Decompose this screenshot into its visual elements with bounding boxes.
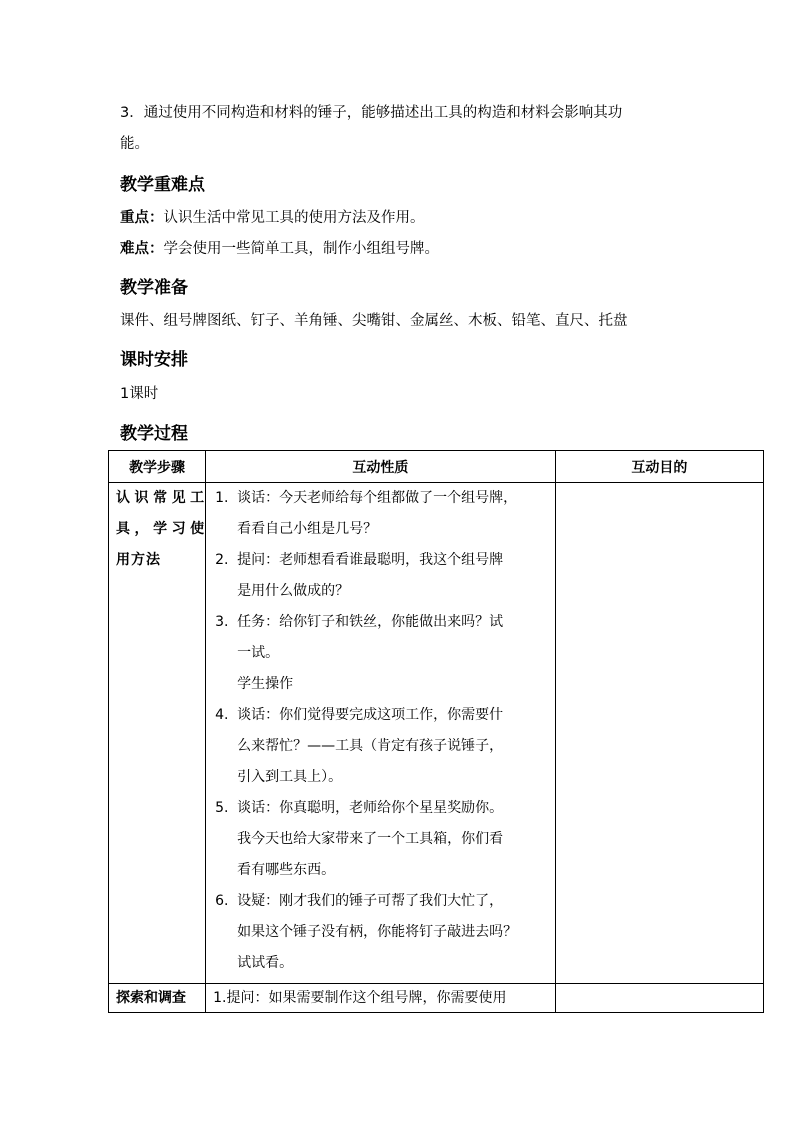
list-item: 4. 谈话：你们觉得要完成这项工作，你需要什 么来帮忙？——工具（肯定有孩子说锤子， 引入到工具上）。 — [215, 707, 504, 785]
interaction-list-continued — [206, 700, 555, 979]
purpose-cell — [555, 984, 763, 1013]
schedule-heading: 课时安排 — [120, 350, 188, 370]
interaction-text: 1.提问：如果需要制作这个组号牌，你需要使用 — [213, 990, 507, 1006]
difficulty-text: 学会使用一些简单工具，制作小组组号牌。 — [163, 241, 439, 257]
list-item: 2. 提问：老师想看看谁最聪明，我这个组号牌 是用什么做成的？ — [215, 552, 504, 599]
schedule-text: 1课时 — [120, 386, 159, 402]
table-row — [109, 984, 764, 1013]
header-purpose: 互动目的 — [555, 451, 763, 483]
header-interaction: 互动性质 — [206, 451, 556, 483]
difficulty-label: 难点： — [120, 241, 164, 257]
preparation-heading: 教学准备 — [120, 278, 188, 298]
purpose-cell — [555, 483, 763, 984]
objective-3-line-2: 能。 — [120, 136, 149, 152]
step-cell — [109, 984, 206, 1013]
preparation-text: 课件、组号牌图纸、钉子、羊角锤、尖嘴钳、金属丝、木板、铅笔、直尺、托盘 — [120, 313, 628, 329]
student-operation: 学生操作 — [237, 676, 294, 692]
focus-point — [120, 206, 425, 227]
process-heading: 教学过程 — [120, 424, 188, 444]
interaction-list — [206, 483, 555, 669]
list-item: 5. 谈话：你真聪明，老师给你个星星奖励你。 我今天也给大家带来了一个工具箱，你们看 看有哪些东西。 — [215, 800, 504, 878]
lesson-process-table — [108, 450, 764, 1013]
focus-text: 认识生活中常见工具的使用方法及作用。 — [163, 210, 425, 226]
focus-label: 重点： — [120, 210, 164, 226]
list-item: 3. 任务：给你钉子和铁丝，你能做出来吗？试 一试。 — [215, 614, 504, 661]
table-header-row — [109, 451, 764, 483]
step-cell — [109, 483, 206, 984]
interaction-cell — [206, 984, 556, 1013]
interaction-cell — [206, 483, 556, 984]
key-points-heading: 教学重难点 — [120, 175, 205, 195]
header-step: 教学步骤 — [109, 451, 206, 483]
difficulty-point — [120, 237, 439, 258]
table-row — [109, 483, 764, 984]
objective-3-line-1: 3．通过使用不同构造和材料的锤子，能够描述出工具的构造和材料会影响其功 — [120, 105, 623, 121]
step-name: 探索和调查 — [116, 990, 186, 1006]
step-name: 认识常见工具，学习使用方法 — [116, 490, 206, 568]
list-item: 6. 设疑：刚才我们的锤子可帮了我们大忙了， 如果这个锤子没有柄，你能将钉子敲进去吗？ 试试看。 — [215, 893, 518, 971]
list-item: 1. 谈话：今天老师给每个组都做了一个组号牌， 看看自己小组是几号？ — [215, 490, 518, 537]
